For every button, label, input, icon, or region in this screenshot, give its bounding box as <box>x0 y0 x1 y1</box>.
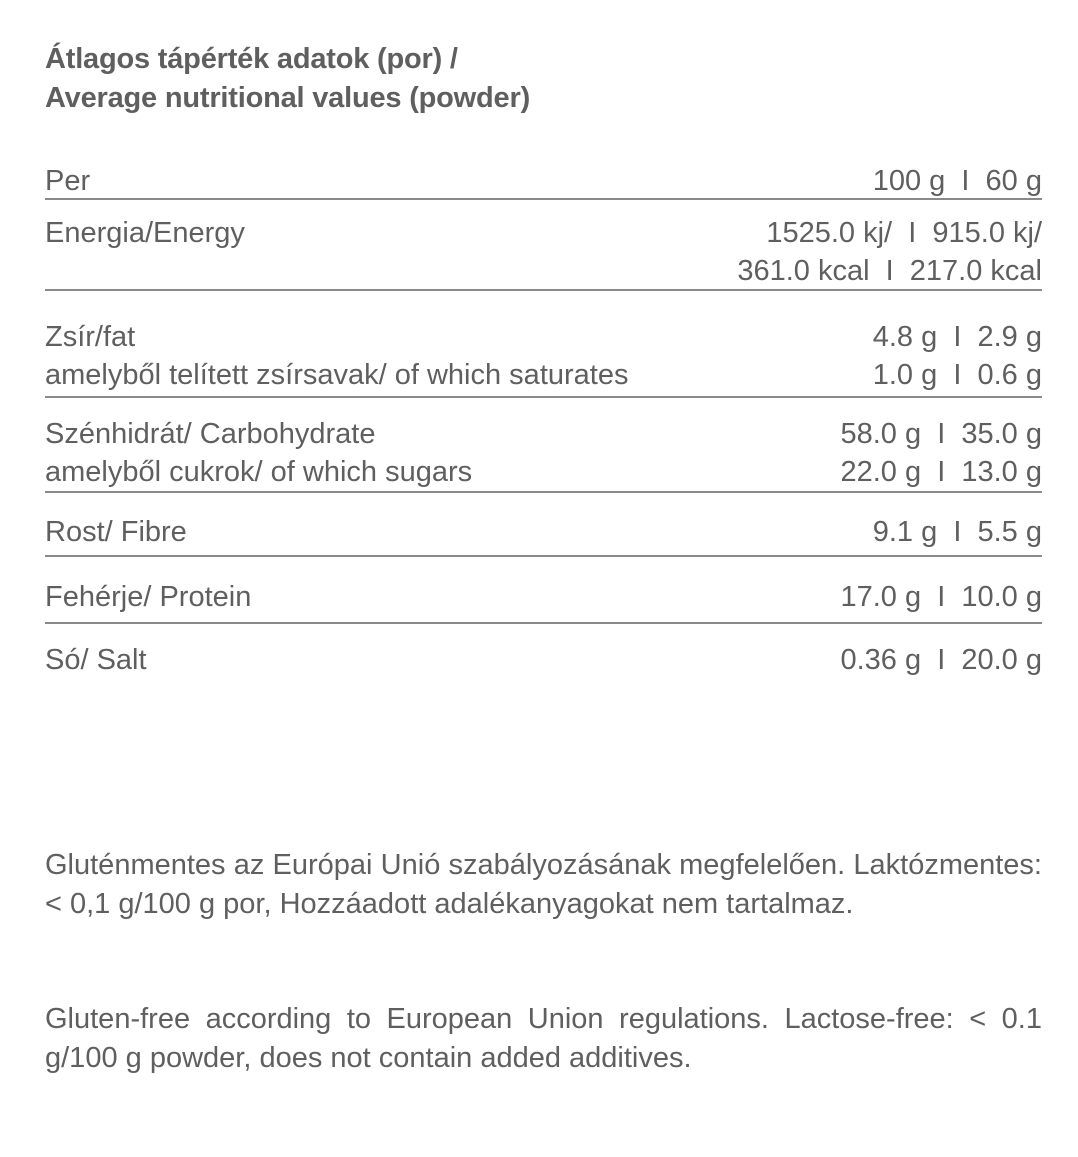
row-value-sugars: 22.0 g I 13.0 g <box>840 456 1042 488</box>
row-value-energy-kcal: 361.0 kcal I 217.0 kcal <box>737 255 1042 287</box>
note-hungarian: Gluténmentes az Európai Unió szabályozásának megfelelően. Laktózmentes: < 0,1 g/100 g por, Hozzáadott adalékanyagokat nem tartalmaz. <box>45 849 1042 920</box>
note-english: Gluten-free according to European Union regulations. Lactose-free: < 0.1 g/100 g powder, does not contain added additives. <box>45 1003 1042 1074</box>
row-value-per: 100 g I 60 g <box>872 165 1042 197</box>
row-label-salt: Só/ Salt <box>45 644 147 676</box>
row-value-salt: 0.36 g I 20.0 g <box>840 644 1042 676</box>
table-row-fat <box>45 291 1042 398</box>
table-row-energy <box>45 200 1042 291</box>
row-label-protein: Fehérje/ Protein <box>45 581 252 613</box>
nutrition-table <box>45 162 1042 681</box>
table-row-fibre <box>45 493 1042 557</box>
row-label-energy: Energia/Energy <box>45 217 245 249</box>
table-row-protein <box>45 557 1042 624</box>
row-value-carbohydrate: 58.0 g I 35.0 g <box>840 418 1042 450</box>
row-value-fat: 4.8 g I 2.9 g <box>872 321 1042 353</box>
row-value-saturates: 1.0 g I 0.6 g <box>872 359 1042 391</box>
row-value-protein: 17.0 g I 10.0 g <box>840 581 1042 613</box>
row-label-per: Per <box>45 165 91 197</box>
row-label-carbohydrate: Szénhidrát/ Carbohydrate <box>45 418 376 450</box>
row-value-fibre: 9.1 g I 5.5 g <box>872 516 1042 548</box>
row-label-fat: Zsír/fat <box>45 321 136 353</box>
row-label-saturates: amelyből telített zsírsavak/ of which saturates <box>45 359 629 391</box>
row-label-sugars: amelyből cukrok/ of which sugars <box>45 456 473 488</box>
row-value-energy-kj: 1525.0 kj/ I 915.0 kj/ <box>766 217 1042 249</box>
title-line-english: Average nutritional values (powder) <box>45 82 531 114</box>
title-line-hungarian: Átlagos tápérték adatok (por) / <box>45 43 458 75</box>
page-title <box>45 40 1042 118</box>
table-row-carbohydrate <box>45 398 1042 493</box>
table-row-salt <box>45 624 1042 681</box>
nutrition-label <box>45 40 1042 1074</box>
row-label-fibre: Rost/ Fibre <box>45 516 187 548</box>
table-row-per <box>45 162 1042 200</box>
